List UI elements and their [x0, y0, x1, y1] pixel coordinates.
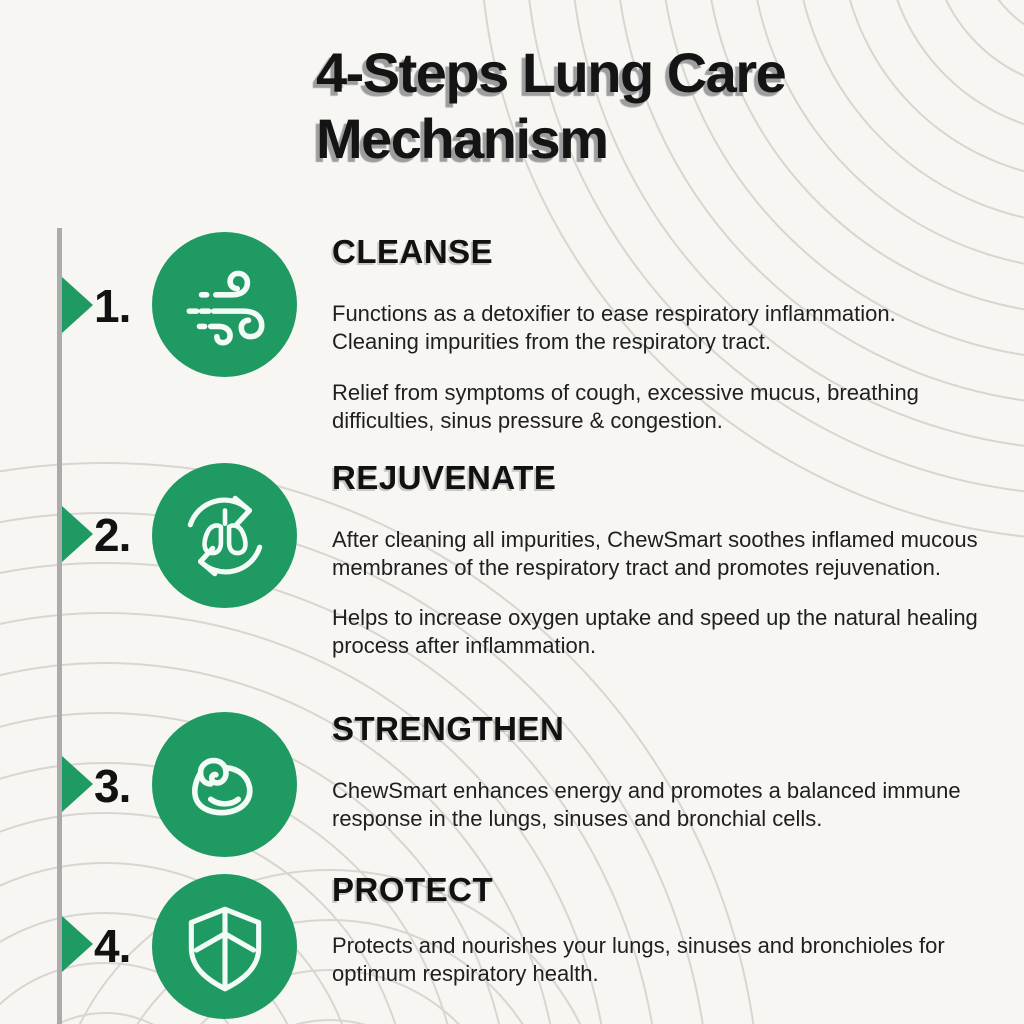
- step-number: 1.: [94, 280, 131, 332]
- step-description: Functions as a detoxifier to ease respiratory inflammation. Cleaning impurities from the respiratory tract.: [332, 301, 896, 354]
- step-icon-circle: [152, 463, 297, 608]
- wind-icon: [174, 254, 276, 356]
- step-heading: CLEANSE: [332, 233, 494, 270]
- step-description: After cleaning all impurities, ChewSmart soothes inflamed mucous membranes of the respiratory tract and promotes rejuvenation.: [332, 527, 978, 580]
- step-icon-circle: [152, 874, 297, 1019]
- step-heading: PROTECT: [332, 871, 494, 908]
- lungs-cycle-icon: [174, 485, 276, 587]
- step-icon-circle: [152, 712, 297, 857]
- shield-icon: [174, 896, 276, 998]
- step-marker-triangle: [62, 277, 93, 333]
- muscle-icon: [174, 734, 276, 836]
- step-description: Relief from symptoms of cough, excessive mucus, breathing difficulties, sinus pressure & congestion.: [332, 380, 919, 433]
- step-description: Helps to increase oxygen uptake and speed up the natural healing process after inflammation.: [332, 605, 978, 658]
- step-marker-triangle: [62, 916, 93, 972]
- step-description: ChewSmart enhances energy and promotes a balanced immune response in the lungs, sinuses and bronchial cells.: [332, 778, 961, 831]
- step-heading: REJUVENATE: [332, 459, 557, 496]
- timeline-line: [57, 228, 62, 1024]
- step-marker-triangle: [62, 506, 93, 562]
- step-marker-triangle: [62, 756, 93, 812]
- step-number: 2.: [94, 509, 131, 561]
- step-number: 4.: [94, 920, 131, 972]
- step-number: 3.: [94, 760, 131, 812]
- step-icon-circle: [152, 232, 297, 377]
- step-heading: STRENGTHEN: [332, 710, 565, 747]
- page-title: 4-Steps Lung Care Mechanism: [316, 41, 786, 170]
- step-description: Protects and nourishes your lungs, sinuses and bronchioles for optimum respiratory health.: [332, 933, 945, 986]
